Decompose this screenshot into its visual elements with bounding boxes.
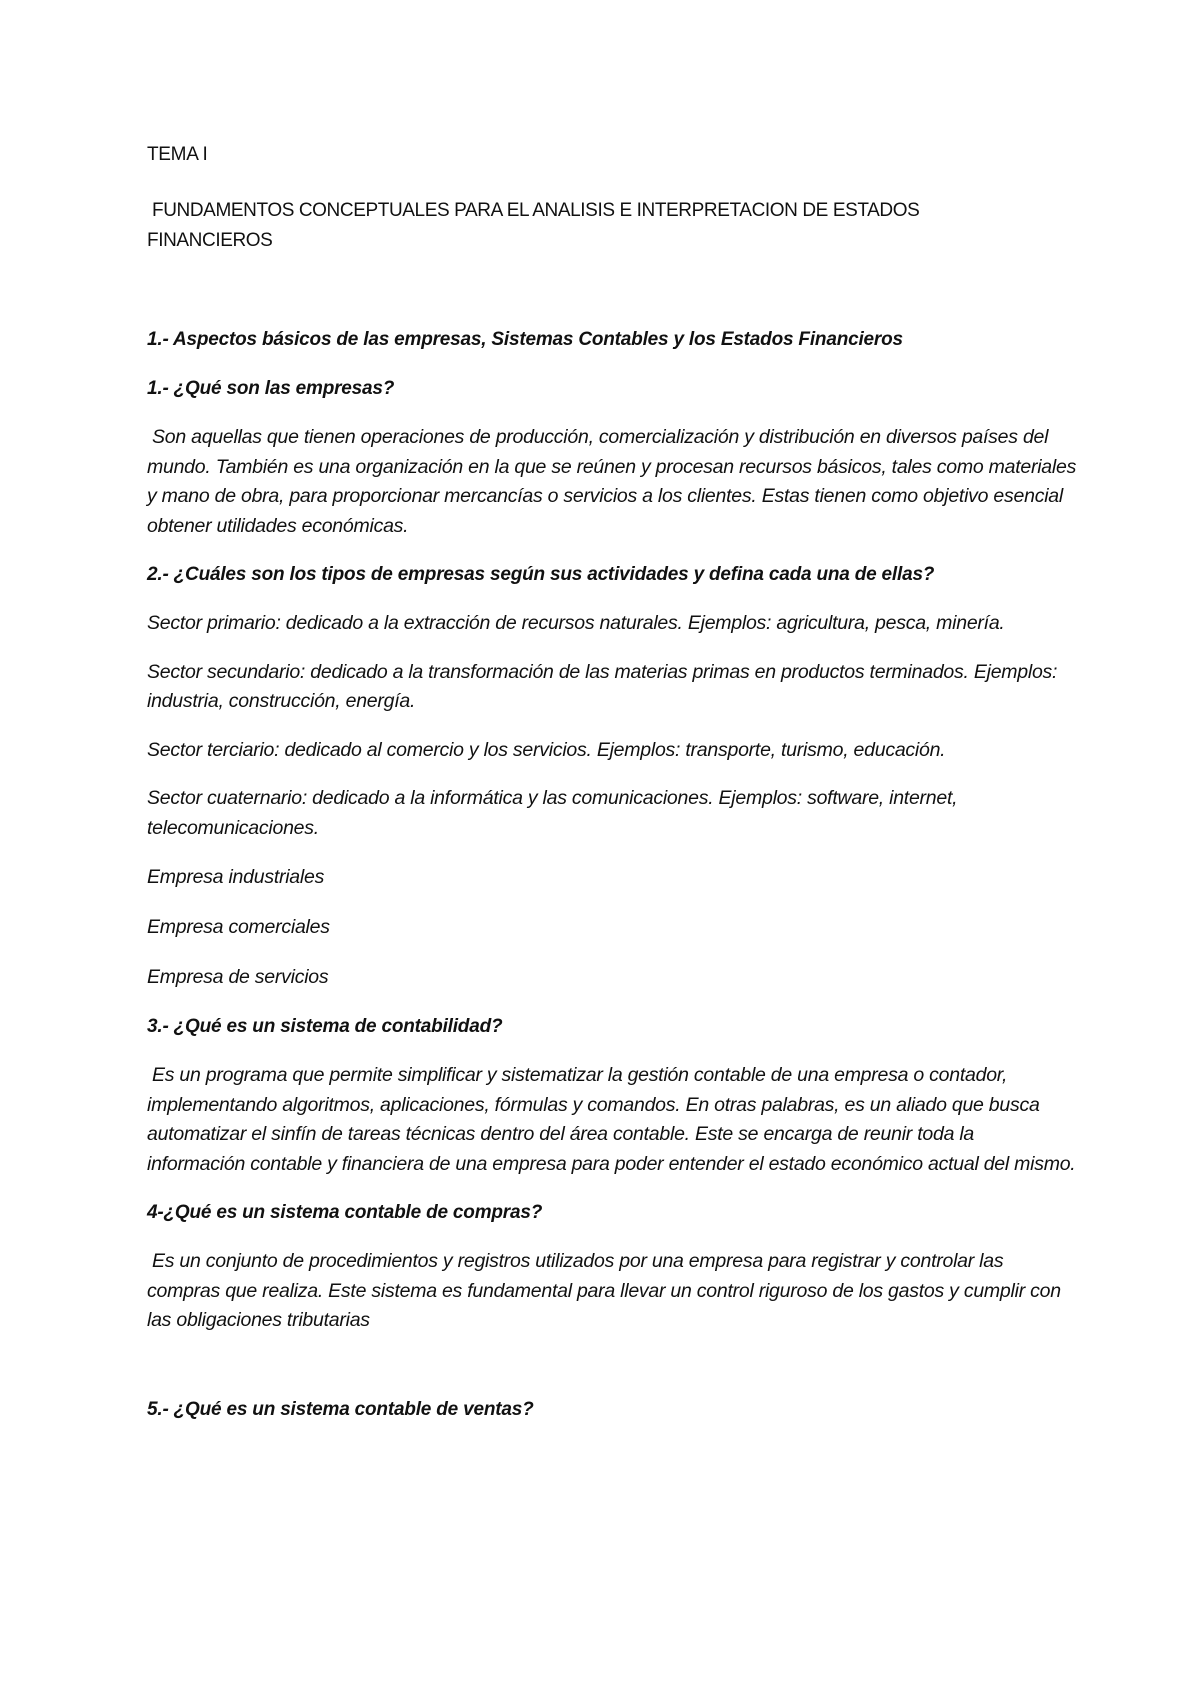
question-4: 4-¿Qué es un sistema contable de compras? [147, 1202, 543, 1223]
main-title-line-2: FINANCIEROS [147, 230, 273, 251]
blank-space [147, 1355, 1077, 1395]
sector-quaternary: Sector cuaternario: dedicado a la informática y las comunicaciones. Ejemplos: software, internet, telecomunicaciones. [147, 787, 958, 839]
question-5: 5.- ¿Qué es un sistema contable de ventas? [147, 1398, 534, 1420]
sector-secondary: Sector secundario: dedicado a la transformación de las materias primas en productos terminados. Ejemplos: industria, construcción, energía. [147, 660, 1058, 712]
question-3: 3.- ¿Qué es un sistema de contabilidad? [147, 1016, 503, 1037]
section-heading: 1.- Aspectos básicos de las empresas, Sistemas Contables y los Estados Financieros [147, 329, 903, 350]
main-title [147, 196, 1077, 256]
question-2: 2.- ¿Cuáles son los tipos de empresas según sus actividades y defina cada una de ellas? [147, 564, 935, 585]
document-body [147, 140, 1077, 1444]
sector-primary: Sector primario: dedicado a la extracción de recursos naturales. Ejemplos: agricultura, pesca, minería. [147, 612, 1005, 634]
company-type-industrial: Empresa industriales [147, 866, 325, 888]
company-type-services: Empresa de servicios [147, 966, 329, 988]
company-type-commercial: Empresa comerciales [147, 916, 330, 938]
topic-label: TEMA I [147, 144, 208, 165]
answer-4: Es un conjunto de procedimientos y registros utilizados por una empresa para registrar y controlar las compras que realiza. Este sistema es fundamental para llevar un control riguroso de los gastos y cumplir con las obligaciones tributarias [147, 1250, 1061, 1331]
answer-3: Es un programa que permite simplificar y sistematizar la gestión contable de una empresa o contador, implementando algoritmos, aplicaciones, fórmulas y comandos. En otras palabras, es un aliado que busca automatizar el sinfín de tareas técnicas dentro del área contable. Este se encarga de reunir toda la información contable y financiera de una empresa para poder entender el estado económico actual del mismo. [147, 1064, 1076, 1175]
main-title-line-1: FUNDAMENTOS CONCEPTUALES PARA EL ANALISIS E INTERPRETACION DE ESTADOS [152, 200, 920, 221]
sector-tertiary: Sector terciario: dedicado al comercio y los servicios. Ejemplos: transporte, turismo, educación. [147, 738, 946, 761]
question-1: 1.- ¿Qué son las empresas? [147, 378, 395, 399]
answer-1: Son aquellas que tienen operaciones de producción, comercialización y distribución en diversos países del mundo. También es una organización en la que se reúnen y procesan recursos básicos, tales como materiales y mano de obra, para proporcionar mercancías o servicios a los clientes. Estas tienen como objetivo esencial obtener utilidades económicas. [147, 426, 1077, 537]
